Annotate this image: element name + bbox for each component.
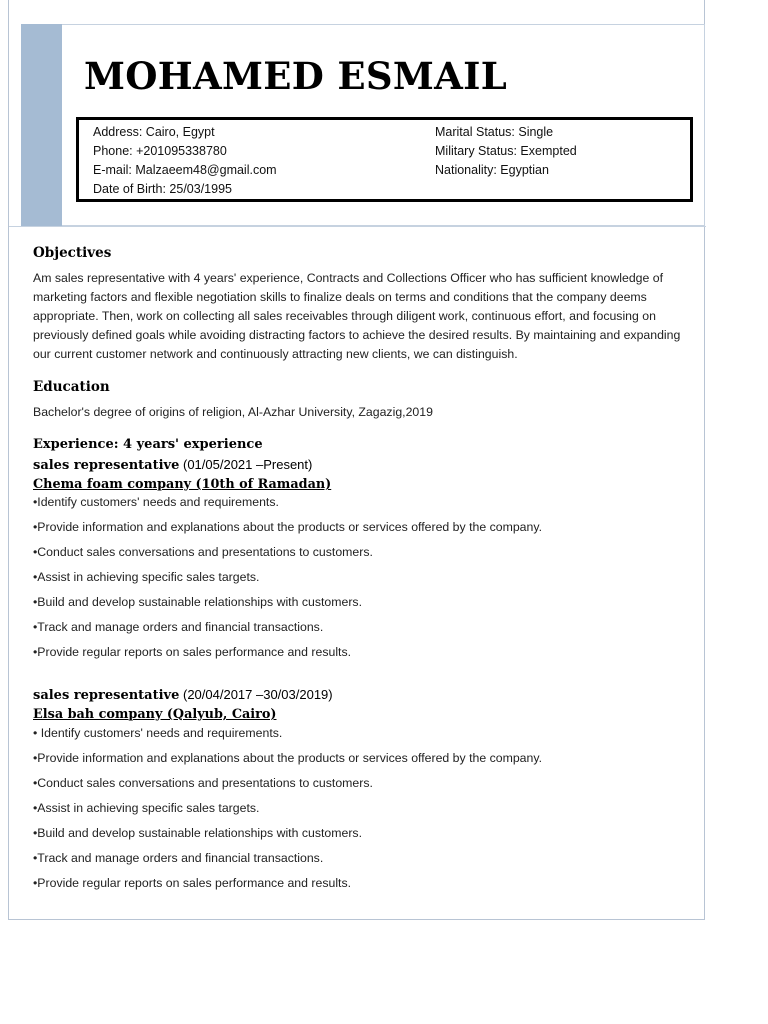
list-item: •Track and manage orders and financial transactions. [33,851,324,865]
list-item: • Identify customers' needs and requirements. [33,726,283,740]
job-2-role: sales representative [33,688,180,703]
job-1-dates: (01/05/2021 –Present) [179,457,313,472]
contact-military-status: Military Status: Exempted [435,144,577,158]
experience-heading: Experience: 4 years' experience [33,437,263,452]
contact-marital-status: Marital Status: Single [435,125,554,139]
candidate-name: MOHAMED ESMAIL [84,54,508,98]
contact-email: E-mail: Malzaeem48@gmail.com [93,163,277,177]
objectives-text: Am sales representative with 4 years' experience, Contracts and Collections Officer who has sufficient knowledge of marketing factors and flexible negotiation skills to finalize deals on terms and conditions that the company deems appropriate. Then, work on collecting all sales receivables through diligent work, continuous effort, and focusing on previously defined goals while avoiding distracting factors to achieve the desired results. By maintaining and expanding our current customer network and continuously attracting new clients, we can distinguish. [33,271,681,361]
job-2-company: Elsa bah company (Qalyub, Cairo) [33,707,277,722]
contact-column-left [93,123,277,199]
list-item: •Build and develop sustainable relationships with customers. [33,595,362,609]
list-item: •Build and develop sustainable relationships with customers. [33,826,362,840]
contact-phone: Phone: +201095338780 [93,144,227,158]
list-item: •Conduct sales conversations and presentations to customers. [33,776,373,790]
contact-nationality: Nationality: Egyptian [435,163,549,177]
job-2-title [33,687,333,703]
list-item: •Assist in achieving specific sales targets. [33,801,260,815]
accent-bar [21,24,62,226]
job-1-role: sales representative [33,458,180,473]
job-1-company: Chema foam company (10th of Ramadan) [33,477,332,492]
list-item: •Assist in achieving specific sales targets. [33,570,260,584]
contact-birth-date: Date of Birth: 25/03/1995 [93,182,232,196]
job-1-title [33,457,312,473]
job-2-dates: (20/04/2017 –30/03/2019) [179,687,333,702]
contact-address: Address: Cairo, Egypt [93,125,215,139]
job-2-duties [33,725,542,900]
resume-page [8,0,705,920]
education-title: Education [33,379,110,395]
objectives-title: Objectives [33,245,112,261]
education-text: Bachelor's degree of origins of religion, Al-Azhar University, Zagazig,2019 [33,405,433,419]
list-item: •Provide information and explanations about the products or services offered by the company. [33,751,542,765]
contact-box [76,117,693,202]
list-item: •Provide information and explanations about the products or services offered by the company. [33,520,542,534]
contact-column-right [435,123,577,180]
job-1-duties [33,494,542,669]
list-item: •Identify customers' needs and requirements. [33,495,279,509]
list-item: •Track and manage orders and financial transactions. [33,620,324,634]
header-divider [9,226,706,227]
list-item: •Provide regular reports on sales performance and results. [33,645,352,659]
list-item: •Provide regular reports on sales performance and results. [33,876,352,890]
list-item: •Conduct sales conversations and presentations to customers. [33,545,373,559]
